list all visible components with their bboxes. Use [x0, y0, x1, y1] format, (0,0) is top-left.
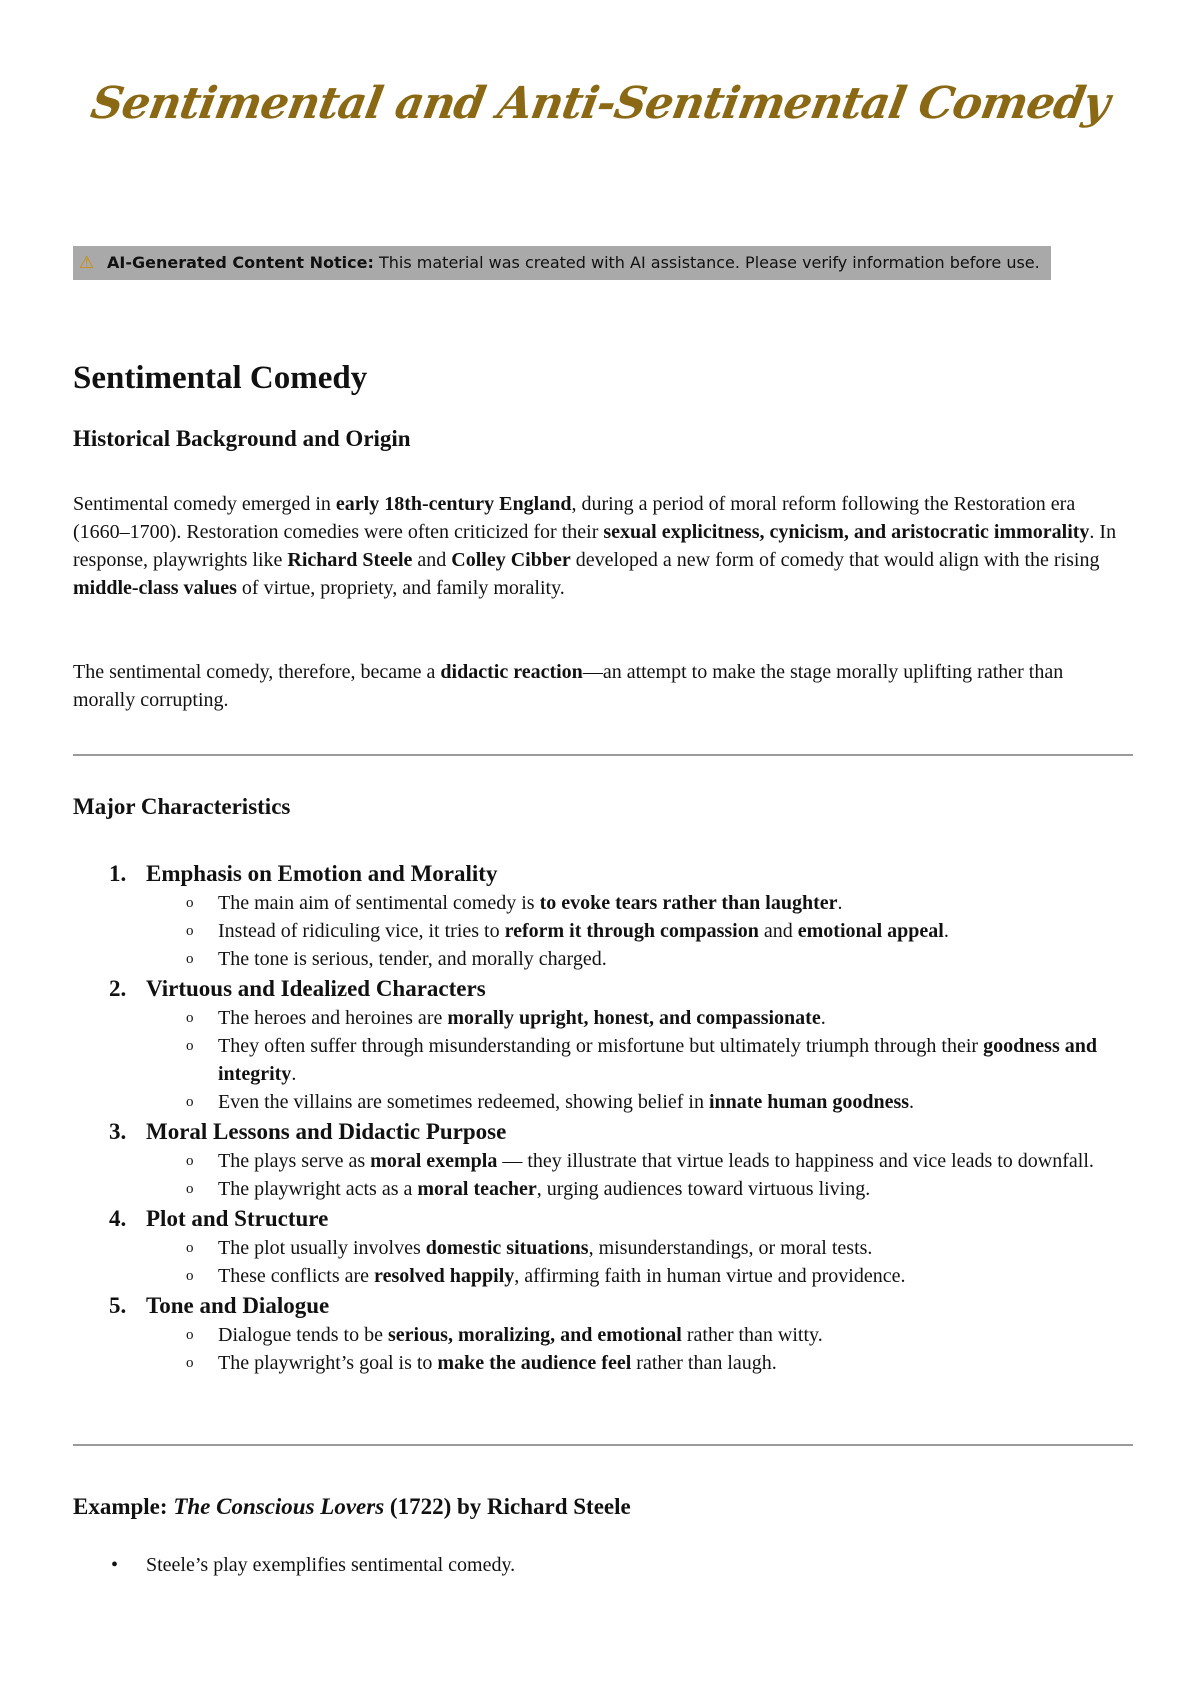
- item-number: 1.: [109, 861, 127, 886]
- text-run: Even the villains are sometimes redeemed, showing belief in: [218, 1091, 709, 1113]
- bold-text: reform it through compassion: [504, 920, 759, 942]
- point-text: [218, 1265, 905, 1287]
- circle-bullet-icon: o: [186, 1010, 194, 1026]
- point-text: [218, 1091, 914, 1113]
- characteristic-points: [146, 1321, 1133, 1377]
- point-text: [218, 1178, 870, 1200]
- circle-bullet-icon: o: [186, 1038, 194, 1054]
- characteristic-title: Plot and Structure: [146, 1206, 329, 1231]
- circle-bullet-icon: o: [186, 1240, 194, 1256]
- text-run: These conflicts are: [218, 1265, 375, 1287]
- characteristics-heading: Major Characteristics: [73, 794, 291, 819]
- circle-bullet-icon: o: [186, 895, 194, 911]
- text-run: rather than laugh.: [631, 1352, 777, 1374]
- bold-text: Colley Cibber: [451, 549, 571, 571]
- example-work-title: The Conscious Lovers: [173, 1494, 385, 1519]
- bold-text: sexual explicitness, cynicism, and aristocratic immorality: [603, 521, 1090, 543]
- section-heading: Sentimental Comedy: [73, 360, 368, 396]
- bold-text: domestic situations: [425, 1237, 589, 1259]
- characteristics-list: [73, 858, 1133, 1377]
- point-text: [218, 1007, 826, 1029]
- point-text: [218, 948, 607, 970]
- text-run: Sentimental comedy emerged in: [73, 493, 336, 515]
- list-item: [146, 1262, 1133, 1290]
- text-run: The playwright’s goal is to: [218, 1352, 438, 1374]
- text-run: — they illustrate that virtue leads to happiness and vice leads to downfall.: [497, 1150, 1094, 1172]
- bold-text: middle-class values: [73, 577, 237, 599]
- characteristic-points: [146, 1147, 1133, 1203]
- list-item: [146, 1175, 1133, 1203]
- characteristic-title: Virtuous and Idealized Characters: [146, 976, 486, 1001]
- bold-text: moral exempla: [370, 1150, 498, 1172]
- bold-text: didactic reaction: [440, 661, 583, 683]
- point-text: [218, 892, 843, 914]
- list-item: [73, 1551, 515, 1579]
- text-run: The playwright acts as a: [218, 1178, 418, 1200]
- text-run: Dialogue tends to be: [218, 1324, 388, 1346]
- bold-text: goodness and integrity: [218, 1035, 1097, 1085]
- background-paragraph-1: [73, 490, 1123, 602]
- point-text: [218, 1237, 872, 1259]
- example-suffix: (1722) by Richard Steele: [384, 1494, 631, 1519]
- text-run: , during a period of moral reform following the Restoration era (1660–1700). Restoration comedies were often criticized for their: [73, 493, 1076, 543]
- list-item: [146, 1321, 1133, 1349]
- circle-bullet-icon: o: [186, 1153, 194, 1169]
- circle-bullet-icon: o: [186, 1181, 194, 1197]
- notice-label: AI-Generated Content Notice:: [107, 253, 374, 272]
- item-number: 2.: [109, 976, 127, 1001]
- text-run: .: [909, 1091, 915, 1113]
- text-run: rather than witty.: [681, 1324, 823, 1346]
- example-bullets: [73, 1551, 515, 1579]
- text-run: —an attempt to make the stage morally uplifting rather than morally corrupting.: [73, 661, 1064, 711]
- characteristic-points: [146, 1004, 1133, 1116]
- warning-icon: ⚠: [79, 253, 95, 273]
- text-run: .: [837, 892, 843, 914]
- bold-text: make the audience feel: [437, 1352, 632, 1374]
- characteristic-item: [73, 973, 1133, 1116]
- bold-text: resolved happily: [374, 1265, 515, 1287]
- text-run: and: [412, 549, 452, 571]
- list-item: [146, 1147, 1133, 1175]
- list-item: [146, 1349, 1133, 1377]
- text-run: , affirming faith in human virtue and providence.: [514, 1265, 906, 1287]
- characteristic-item: [73, 858, 1133, 973]
- example-heading: [73, 1494, 631, 1520]
- background-paragraph-2: [73, 658, 1123, 714]
- bullet-text: Steele’s play exemplifies sentimental comedy.: [146, 1554, 516, 1576]
- point-text: [218, 1352, 777, 1374]
- text-run: The sentimental comedy, therefore, became a: [73, 661, 441, 683]
- text-run: The plot usually involves: [218, 1237, 426, 1259]
- list-item: [146, 945, 1133, 973]
- characteristic-title: Emphasis on Emotion and Morality: [146, 861, 498, 886]
- circle-bullet-icon: o: [186, 1327, 194, 1343]
- characteristic-item: [73, 1203, 1133, 1290]
- list-item: [146, 1032, 1133, 1088]
- bold-text: early 18th-century England: [335, 493, 572, 515]
- bold-text: to evoke tears rather than laughter: [539, 892, 838, 914]
- text-run: .: [820, 1007, 826, 1029]
- text-run: The tone is serious, tender, and morally charged.: [218, 948, 607, 970]
- background-heading: Historical Background and Origin: [73, 426, 411, 451]
- point-text: [218, 1035, 1097, 1085]
- divider: [73, 1444, 1133, 1446]
- list-item: [146, 1004, 1133, 1032]
- bold-text: moral teacher: [417, 1178, 537, 1200]
- point-text: [218, 1324, 823, 1346]
- characteristic-title: Tone and Dialogue: [146, 1293, 330, 1318]
- list-item: [146, 917, 1133, 945]
- document-title: Sentimental and Anti-Sentimental Comedy: [87, 78, 1113, 129]
- text-run: Instead of ridiculing vice, it tries to: [218, 920, 505, 942]
- text-run: They often suffer through misunderstanding or misfortune but ultimately triumph through their: [218, 1035, 984, 1057]
- characteristic-item: [73, 1116, 1133, 1203]
- text-run: , misunderstandings, or moral tests.: [588, 1237, 873, 1259]
- bold-text: emotional appeal: [797, 920, 944, 942]
- text-run: and: [758, 920, 798, 942]
- characteristic-title: Moral Lessons and Didactic Purpose: [146, 1119, 507, 1144]
- list-item: [146, 1234, 1133, 1262]
- circle-bullet-icon: o: [186, 1268, 194, 1284]
- item-number: 3.: [109, 1119, 127, 1144]
- divider: [73, 754, 1133, 756]
- bold-text: morally upright, honest, and compassionate: [447, 1007, 821, 1029]
- item-number: 4.: [109, 1206, 127, 1231]
- circle-bullet-icon: o: [186, 1355, 194, 1371]
- notice-text: This material was created with AI assistance. Please verify information before use.: [373, 253, 1040, 272]
- characteristic-points: [146, 1234, 1133, 1290]
- characteristic-item: [73, 1290, 1133, 1377]
- circle-bullet-icon: o: [186, 923, 194, 939]
- text-run: of virtue, propriety, and family morality.: [236, 577, 565, 599]
- text-run: The plays serve as: [218, 1150, 371, 1172]
- example-prefix: Example:: [73, 1494, 174, 1519]
- bold-text: innate human goodness: [708, 1091, 910, 1113]
- text-run: .: [291, 1063, 297, 1085]
- circle-bullet-icon: o: [186, 951, 194, 967]
- point-text: [218, 1150, 1094, 1172]
- item-number: 5.: [109, 1293, 127, 1318]
- list-item: [146, 1088, 1133, 1116]
- characteristic-points: [146, 889, 1133, 973]
- ai-notice-banner: [73, 246, 1051, 280]
- bold-text: Richard Steele: [287, 549, 413, 571]
- bullet-icon: •: [111, 1554, 119, 1576]
- text-run: The main aim of sentimental comedy is: [218, 892, 540, 914]
- text-run: developed a new form of comedy that would align with the rising: [570, 549, 1100, 571]
- list-item: [146, 889, 1133, 917]
- point-text: [218, 920, 949, 942]
- text-run: The heroes and heroines are: [218, 1007, 448, 1029]
- text-run: . In response, playwrights like: [73, 521, 1117, 571]
- text-run: .: [943, 920, 949, 942]
- text-run: , urging audiences toward virtuous living.: [536, 1178, 871, 1200]
- bold-text: serious, moralizing, and emotional: [387, 1324, 682, 1346]
- circle-bullet-icon: o: [186, 1094, 194, 1110]
